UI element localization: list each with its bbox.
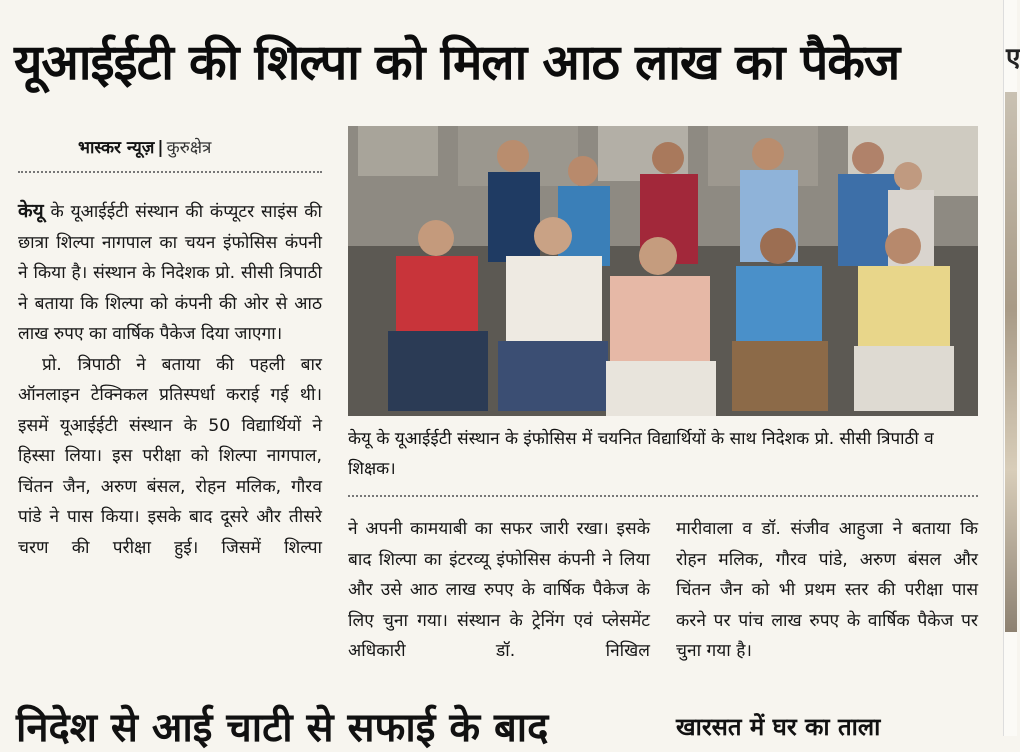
column-2-text: ने अपनी कामयाबी का सफर जारी रखा। इसके बाद शिल्पा का इंटरव्यू इंफोसिस कंपनी ने लिया और उसे आठ लाख रुपए के वार्षिक पैकेज के लिए चुना गया। संस्थान के ट्रेनिंग एवं प्लेसमेंट अधिकारी डॉ. निखिल [348, 519, 650, 661]
next-article-headline-right: खारसत में घर का ताला [676, 713, 881, 741]
byline [78, 135, 211, 158]
paragraph-2: प्रो. त्रिपाठी ने बताया की पहली बार ऑनलाइन टेक्निकल प्रतिस्पर्धा कराई गई थी। इसमें यूआईईटी संस्थान के 50 विद्यार्थियों ने हिस्सा लिया। इस परीक्षा को शिल्पा नागपाल, चिंतन जैन, अरुण बंसल, रोहन मलिक, गौरव पांडे ने पास किया। इसके बाद दूसरे और तीसरे चरण की परीक्षा हुई। जिसमें शिल्पा [18, 354, 322, 558]
group-photo [348, 126, 978, 416]
next-article-headline-left: निदेश से आई चाटी से सफाई के बाद [16, 705, 549, 751]
group-photo-illustration [348, 126, 978, 416]
byline-source: भास्कर न्यूज़ [78, 138, 155, 158]
photo-caption: केयू के यूआईईटी संस्थान के इंफोसिस में चयनित विद्यार्थियों के साथ निदेशक प्रो. सीसी त्रिपाठी व शिक्षक। [348, 429, 934, 479]
paragraph-1-text: के यूआईईटी संस्थान की कंप्यूटर साइंस की छात्रा शिल्पा नागपाल का चयन इंफोसिस कंपनी ने किया है। संस्थान के निदेशक प्रो. सीसी त्रिपाठी ने बताया कि शिल्पा को कंपनी की ओर से आठ लाख रुपए का वार्षिक पैकेज दिया जाएगा। [18, 202, 322, 344]
lead-word: केयू [18, 200, 44, 222]
paragraph-1 [18, 196, 322, 350]
byline-separator: | [157, 138, 164, 158]
adjacent-photo-edge [1005, 92, 1017, 632]
byline-divider [18, 171, 322, 173]
article-column-3 [676, 514, 978, 667]
byline-place: कुरुक्षेत्र [166, 138, 212, 158]
article-column-2 [348, 514, 650, 667]
article-column-1 [18, 196, 322, 563]
headline: यूआईईटी की शिल्पा को मिला आठ लाख का पैकेज [14, 34, 900, 91]
column-3-text: मारीवाला व डॉ. संजीव आहुजा ने बताया कि रोहन मलिक, गौरव पांडे, अरुण बंसल और चिंतन जैन को भी प्रथम स्तर की परीक्षा पास करने पर पांच लाख रुपए के वार्षिक पैकेज पर चुना गया है। [676, 519, 978, 661]
adjacent-page-edge [1003, 0, 1020, 736]
adjacent-headline-glyph: ए [1006, 43, 1020, 73]
caption-divider [348, 495, 978, 497]
